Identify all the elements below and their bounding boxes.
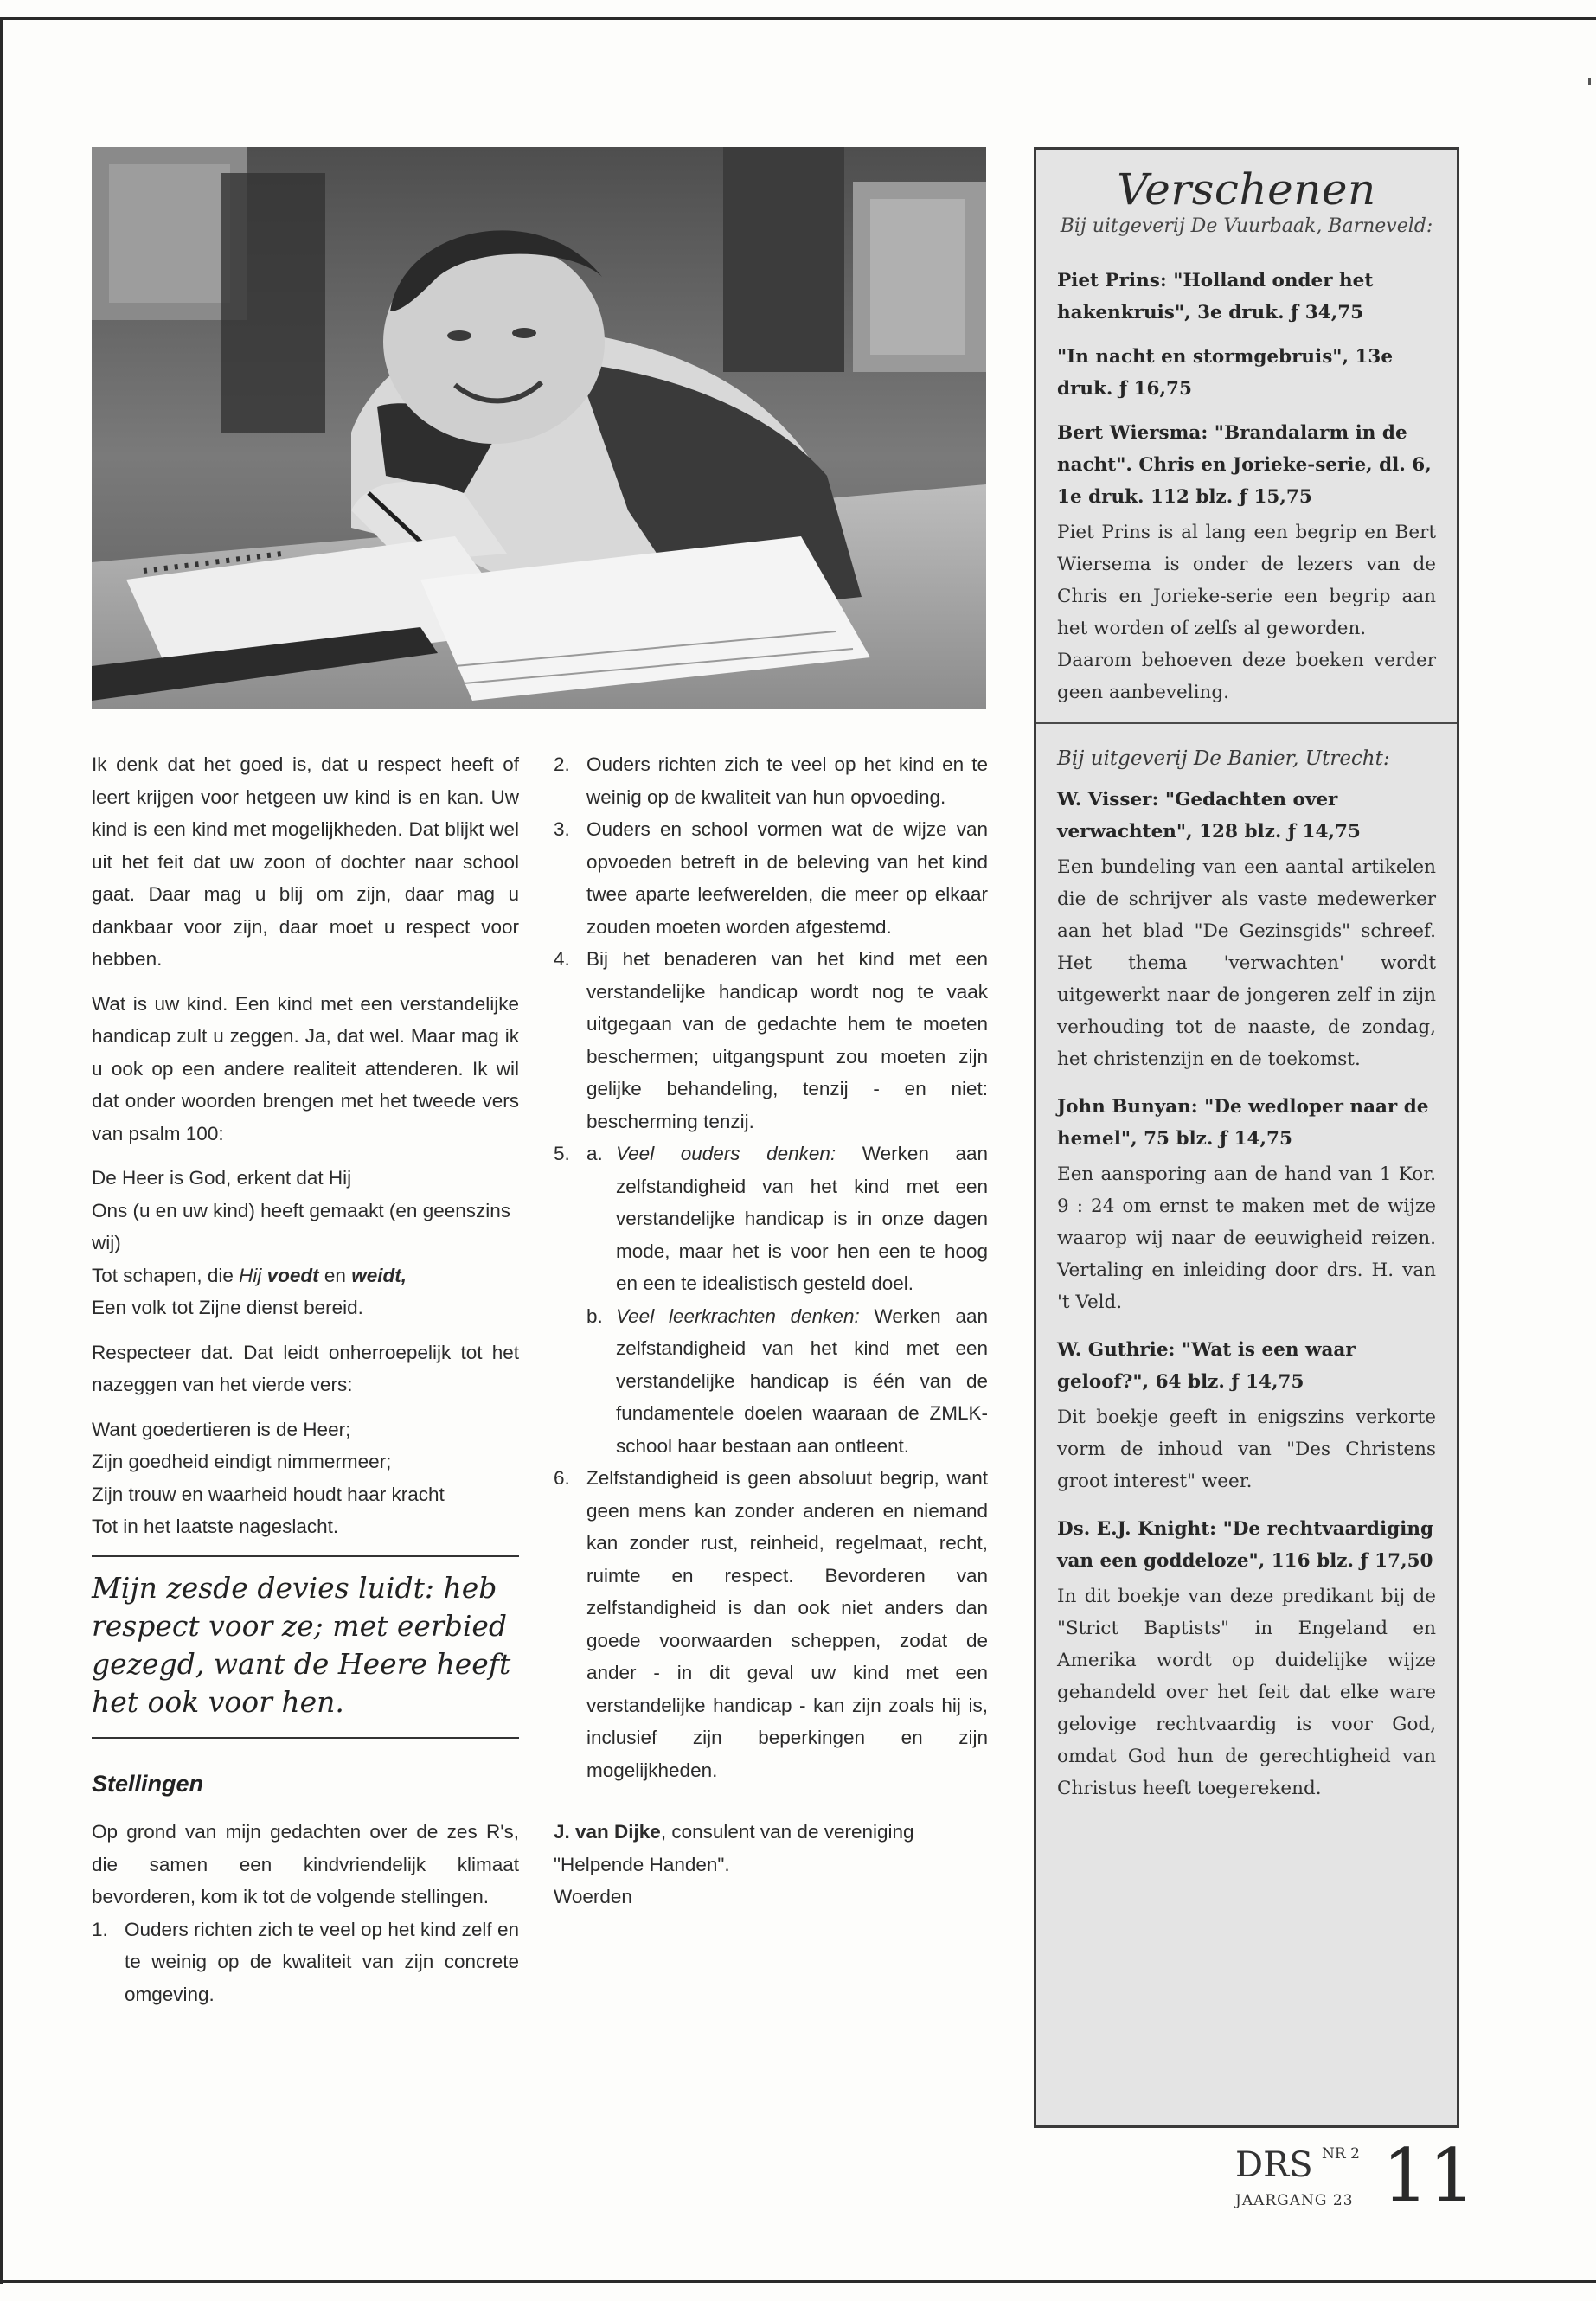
psalm-emphasis: Hij xyxy=(239,1264,262,1286)
article-paragraph: Wat is uw kind. Een kind met een verstandelijke handicap zult u zeggen. Ja, dat wel. Maar mag ik u ook op een andere realiteit attenderen. Ik wil dat onder woorden brengen met het tweede vers van psalm 100: xyxy=(92,992,519,1144)
psalm-text: Tot schapen, die xyxy=(92,1264,240,1286)
book-entry xyxy=(1057,341,1436,405)
pullquote-rule-bottom xyxy=(92,1737,519,1739)
thesis-item xyxy=(554,813,988,943)
book-description: Een bundeling van een aantal artikelen die de schrijver als vaste medewerker aan het blad "De Gezinsgids" schreef. Het thema 'verwachten' wordt uitgewerkt naar de jongeren zelf in zijn verhouding tot de naaste, de zondag, het christenzijn en de toekomst. xyxy=(1057,856,1436,1070)
sidebar-divider xyxy=(1036,722,1457,724)
book-description: Dit boekje geeft in enigszins verkorte vorm de inhoud van "Des Christens groot interest" weer. xyxy=(1057,1407,1436,1492)
book-entry xyxy=(1057,265,1436,329)
psalm-line: Want goedertieren is de Heer; xyxy=(92,1418,351,1440)
book-title: W. Visser: "Gedachten over verwachten", 128 blz. ƒ 14,75 xyxy=(1057,789,1361,843)
psalm-line: Tot in het laatste nageslacht. xyxy=(92,1516,339,1537)
thesis-item xyxy=(554,1138,988,1462)
book-title: Piet Prins: "Holland onder het hakenkruis", 3e druk. ƒ 34,75 xyxy=(1057,270,1374,324)
book-entry xyxy=(1057,1334,1436,1398)
book-description: Piet Prins is al lang een begrip en Bert Wiersema is onder de lezers van de Chris en Jorieke-serie een begrip aan het worden of zelfs al geworden. xyxy=(1057,522,1436,639)
author-credit xyxy=(554,1816,988,1913)
magazine-name: DRS xyxy=(1235,2145,1313,2185)
book-entry xyxy=(1057,784,1436,848)
spacer xyxy=(1057,1075,1436,1091)
publisher-heading: Bij uitgeverij De Banier, Utrecht: xyxy=(1057,747,1390,770)
subitem-text: Werken aan zelfstandigheid van het kind met een verstandelijke handicap is in onze dagen mode, maar het is voor hen een te hoog en een te idealistisch gesteld doel. xyxy=(616,1143,988,1294)
page-mark xyxy=(1588,78,1591,85)
thesis-subitem-a xyxy=(586,1138,988,1300)
issue-number: NR 2 xyxy=(1322,2145,1360,2163)
page-footer xyxy=(1235,2133,1475,2223)
psalm-line: Een volk tot Zijne dienst bereid. xyxy=(92,1297,363,1318)
book-title: John Bunyan: "De wedloper naar de hemel", 75 blz. ƒ 14,75 xyxy=(1057,1096,1429,1150)
publisher-heading: Bij uitgeverij De Vuurbaak, Barneveld: xyxy=(1060,215,1433,237)
book-description: Daarom behoeven deze boeken verder geen aanbeveling. xyxy=(1057,650,1436,703)
author-role: , consulent van de vereniging "Helpende Handen". xyxy=(554,1821,914,1875)
thesis-number: 4. xyxy=(554,948,570,970)
thesis-number: 6. xyxy=(554,1467,570,1489)
book-title: "In nacht en stormgebruis", 13e druk. ƒ 16,75 xyxy=(1057,346,1394,400)
subitem-lead: Veel leerkrachten denken: xyxy=(616,1304,860,1327)
page-border-left xyxy=(0,17,3,2284)
theses-list-continued xyxy=(554,748,988,1786)
psalm-emphasis: weidt, xyxy=(351,1264,407,1286)
psalm-quote-2 xyxy=(92,1413,519,1543)
page-border-top xyxy=(0,17,1596,20)
book-title: Ds. E.J. Knight: "De rechtvaardiging van een goddeloze", 116 blz. ƒ 17,50 xyxy=(1057,1518,1433,1572)
thesis-number: 2. xyxy=(554,753,570,775)
pullquote-rule-top xyxy=(92,1555,519,1557)
author-name: J. van Dijke xyxy=(554,1821,661,1843)
article-column-1 xyxy=(92,748,519,2010)
book-entry xyxy=(1057,1513,1436,1577)
article-paragraph: Ik denk dat het goed is, dat u respect heeft of leert krijgen voor hetgeen uw kind is en kan. Uw kind is een kind met mogelijkheden. Dat blijkt wel uit het feit dat uw zoon of dochter naar school gaat. Daar mag u blij om zijn, daar mag u dankbaar voor zijn, daar moet u respect voor hebben. xyxy=(92,753,519,970)
subitem-letter: a. xyxy=(586,1143,603,1164)
thesis-text: Zelfstandigheid is geen absoluut begrip, want geen mens kan zonder anderen en niemand kan zonder rust, reinheid, regelmaat, recht, ruimte en respect. Bevorderen van zelfstandigheid is dan ook niet anders dan goede voorwaarden scheppen, zodat de ander - in dit geval uw kind met een verstandelijke handicap - kan zijn zoals hij is, inclusief zijn beperkingen en zijn mogelijkheden. xyxy=(586,1467,988,1781)
thesis-number: 5. xyxy=(554,1143,570,1164)
psalm-line: De Heer is God, erkent dat Hij xyxy=(92,1167,352,1189)
section-heading: Stellingen xyxy=(92,1770,204,1797)
book-description: Een aansporing aan de hand van 1 Kor. 9 : 24 om ernst te maken met de wijze waarop wij naar de eeuwigheid reizen. Vertaling en inleiding door drs. H. van 't Veld. xyxy=(1057,1163,1436,1313)
book-entry xyxy=(1057,417,1436,513)
article-column-2 xyxy=(554,748,988,1913)
psalm-text: en xyxy=(318,1264,352,1286)
author-place: Woerden xyxy=(554,1886,632,1907)
spacer xyxy=(1057,1497,1436,1513)
thesis-item xyxy=(554,943,988,1138)
psalm-line: Ons (u en uw kind) heeft gemaakt (en geenszins wij) xyxy=(92,1199,511,1253)
volume-label: JAARGANG 23 xyxy=(1235,2192,1354,2209)
page-number: 11 xyxy=(1382,2133,1475,2218)
thesis-item xyxy=(554,748,988,813)
photo-illustration xyxy=(92,147,986,709)
article-paragraph: Respecteer dat. Dat leidt onherroepelijk tot het nazeggen van het vierde vers: xyxy=(92,1341,519,1395)
psalm-line: Zijn goedheid eindigt nimmermeer; xyxy=(92,1451,392,1472)
psalm-quote-1 xyxy=(92,1162,519,1324)
thesis-text: Bij het benaderen van het kind met een verstandelijke handicap wordt nog te vaak uitgegaan van de gedachte hem te moeten beschermen; uitgangspunt zou moeten zijn gelijke behandeling, tenzij - en niet: bescherming tenzij. xyxy=(586,948,988,1132)
pullquote: Mijn zesde devies luidt: heb respect voor ze; met eerbied gezegd, want de Heere heeft het ook voor hen. xyxy=(92,1570,511,1719)
psalm-emphasis: voedt xyxy=(266,1264,319,1286)
article-paragraph: Op grond van mijn gedachten over de zes R's, die samen een kindvriendelijk klimaat bevorderen, kom ik tot de volgende stellingen. xyxy=(92,1821,519,1907)
article-photo xyxy=(92,147,986,709)
theses-list-start xyxy=(92,1913,519,2011)
psalm-line xyxy=(92,1259,519,1292)
new-releases-sidebar xyxy=(1034,147,1459,2128)
subitem-letter: b. xyxy=(586,1304,603,1327)
subitem-text: Werken aan zelfstandigheid van het kind met een verstandelijke handicap is één van de fundamentele doelen waaraan de ZMLK-school haar bestaan aan ontleent. xyxy=(616,1304,988,1457)
psalm-line: Zijn trouw en waarheid houdt haar kracht xyxy=(92,1483,445,1505)
thesis-text: Ouders richten zich te veel op het kind en te weinig op de kwaliteit van hun opvoeding. xyxy=(586,753,988,808)
book-title: Bert Wiersma: "Brandalarm in de nacht". Chris en Jorieke-serie, dl. 6, 1e druk. 112 blz. ƒ 15,75 xyxy=(1057,422,1432,508)
page-border-bottom xyxy=(0,2280,1596,2283)
thesis-subitem-b xyxy=(586,1300,988,1463)
thesis-number: 3. xyxy=(554,818,570,840)
thesis-item xyxy=(92,1913,519,2011)
thesis-text: Ouders en school vormen wat de wijze van opvoeden betreft in de beleving van het kind twee aparte leefwerelden, die meer op elkaar zouden moeten worden afgestemd. xyxy=(586,818,988,938)
book-entry xyxy=(1057,1091,1436,1155)
thesis-item xyxy=(554,1462,988,1786)
spacer xyxy=(1057,1318,1436,1334)
book-title: W. Guthrie: "Wat is een waar geloof?", 64 blz. ƒ 14,75 xyxy=(1057,1339,1356,1393)
subitem-lead: Veel ouders denken: xyxy=(616,1143,836,1164)
book-description: In dit boekje van deze predikant bij de "Strict Baptists" in Engeland en Amerika wordt op duidelijke wijze gehandeld over het feit dat elke ware gelovige rechtvaardig is voor God, omdat God hun de gerechtigheid van Christus heeft toegerekend. xyxy=(1057,1586,1436,1799)
sidebar-title: Verschenen xyxy=(1117,164,1376,215)
thesis-number: 1. xyxy=(92,1918,108,1940)
thesis-text: Ouders richten zich te veel op het kind zelf en te weinig op de kwaliteit van zijn concrete omgeving. xyxy=(125,1918,519,2005)
